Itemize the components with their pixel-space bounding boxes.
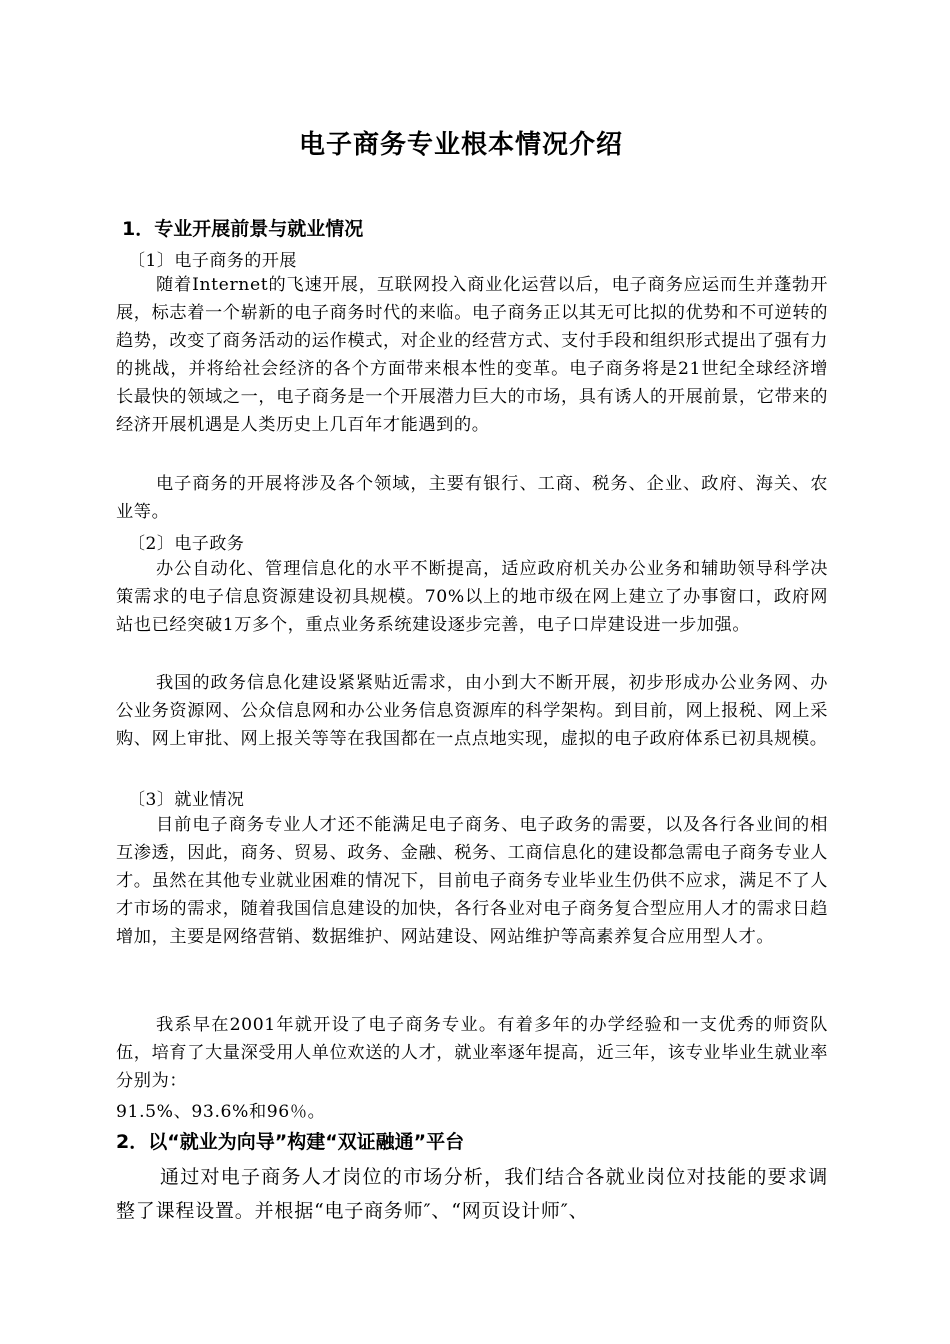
paragraph-employment-demand: 目前电子商务专业人才还不能满足电子商务、电子政务的需要，以及各行各业间的相互渗透，因此，商务、贸易、政务、金融、税务、工商信息化的建设都急需电子商务专业人才。虽然在其他专业就业困难的情况下，目前电子商务专业毕业生仍供不应求，满足不了人才市场的需求，随着我国信息建设的加快，各行各业对电子商务复合型应用人才的需求日趋增加，主要是网络营销、数据维护、网站建设、网站维护等高素养复合应用型人才。 — [116, 815, 828, 947]
paragraph-e-government-architecture: 我国的政务信息化建设紧紧贴近需求，由小到大不断开展，初步形成办公业务网、办公业务资源网、公众信息网和办公业务信息资源库的科学架构。到目前，网上报税、网上采购、网上审批、网上报关等等在我国都在一点点地实现，虚拟的电子政府体系已初具规模。 — [116, 673, 828, 749]
subsection-ecommerce-development: 〔1〕电子商务的开展 — [128, 251, 297, 271]
subsection-e-government: 〔2〕电子政务 — [128, 534, 245, 554]
document-title: 电子商务专业根本情况介绍 — [298, 130, 623, 160]
section-1-heading: 1．专业开展前景与就业情况 — [122, 218, 364, 240]
paragraph-e-government-status: 办公自动化、管理信息化的水平不断提高，适应政府机关办公业务和辅助领导科学决策需求的电子信息资源建设初具规模。70%以上的地市级在网上建立了办事窗口，政府网站也已经突破1万多个，重点业务系统建设逐步完善，电子口岸建设进一步加强。 — [116, 559, 828, 635]
employment-rates: 91.5%、93.6%和96％。 — [116, 1102, 326, 1122]
subsection-employment: 〔3〕就业情况 — [128, 790, 245, 810]
paragraph-department-history: 我系早在2001年就开设了电子商务专业。有着多年的办学经验和一支优秀的师资队伍，培育了大量深受用人单位欢送的人才，就业率逐年提高，近三年，该专业毕业生就业率分别为： — [116, 1015, 828, 1091]
paragraph-curriculum-adjustment: 通过对电子商务人才岗位的市场分析，我们结合各就业岗位对技能的要求调整了课程设置。并根据“电子商务师″、“网页设计师″、 — [116, 1166, 828, 1222]
section-2-heading: 2．以“就业为向导”构建“双证融通”平台 — [116, 1131, 465, 1153]
paragraph-ecommerce-fields: 电子商务的开展将涉及各个领域，主要有银行、工商、税务、企业、政府、海关、农业等。 — [116, 474, 828, 522]
paragraph-ecommerce-intro: 随着Internet的飞速开展，互联网投入商业化运营以后，电子商务应运而生并蓬勃开展，标志着一个崭新的电子商务时代的来临。电子商务正以其无可比拟的优势和不可逆转的趋势，改变了商务活动的运作模式，对企业的经营方式、支付手段和组织形式提出了强有力的挑战，并将给社会经济的各个方面带来根本性的变革。电子商务将是21世纪全球经济增长最快的领域之一，电子商务是一个开展潜力巨大的市场，具有诱人的开展前景，它带来的经济开展机遇是人类历史上几百年才能遇到的。 — [116, 275, 828, 435]
